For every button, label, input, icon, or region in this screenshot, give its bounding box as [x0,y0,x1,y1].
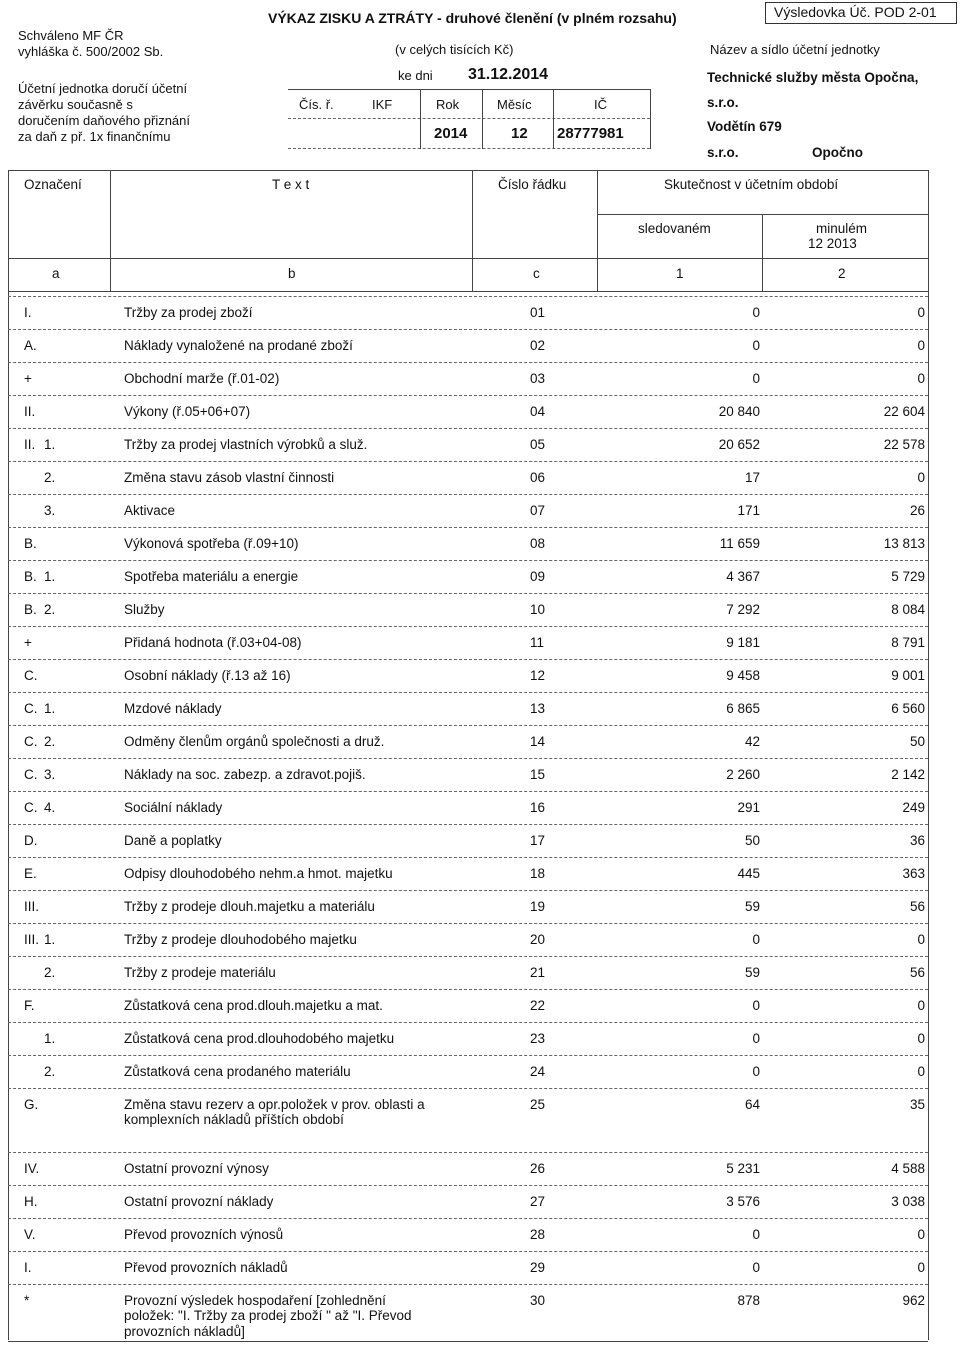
id-col-mesic: Měsíc [497,97,532,112]
row-current-value: 0 [752,305,760,320]
row-line-number: 09 [530,569,546,584]
row-current-value: 878 [737,1293,760,1308]
row-mark-2: 3. [44,767,56,782]
row-text: Ostatní provozní náklady [124,1194,274,1209]
row-mark-1: + [24,371,32,386]
row-text: Zůstatková cena prod.dlouhodobého majetku [124,1031,395,1046]
row-previous-value: 36 [909,833,925,848]
entity-address-line-2a: s.r.o. [707,145,739,160]
row-mark-2: 3. [44,503,56,518]
row-mark-1: A. [24,338,37,353]
row-text: Služby [124,602,165,617]
row-current-value: 2 260 [726,767,760,782]
header-col-2: 2 [838,266,846,281]
row-current-value: 42 [744,734,760,749]
row-text: Mzdové náklady [124,701,222,716]
row-previous-value: 2 142 [891,767,925,782]
row-current-value: 0 [752,932,760,947]
entity-name-line-2: s.r.o. [707,95,739,110]
row-previous-value: 4 588 [891,1161,925,1176]
row-mark-1: III. [24,899,40,914]
row-text: Tržby za prodej zboží [124,305,253,320]
row-mark-2: 2. [44,965,56,980]
row-current-value: 20 840 [718,404,760,419]
row-previous-value: 56 [909,899,925,914]
row-text: Převod provozních výnosů [124,1227,284,1242]
row-text: Sociální náklady [124,800,223,815]
row-mark-1: V. [24,1227,36,1242]
row-mark-1: II. [24,404,36,419]
row-current-value: 0 [752,1227,760,1242]
row-previous-value: 0 [917,338,925,353]
row-separator [8,494,928,495]
row-line-number: 02 [530,338,546,353]
row-mark-1: II. [24,437,36,452]
row-previous-value: 35 [909,1097,925,1112]
row-previous-value: 0 [917,470,925,485]
row-current-value: 7 292 [726,602,760,617]
row-mark-1: I. [24,305,32,320]
row-line-number: 16 [530,800,546,815]
row-line-number: 14 [530,734,546,749]
row-line-number: 01 [530,305,546,320]
row-mark-1: B. [24,569,37,584]
row-separator [8,659,928,660]
row-line-number: 24 [530,1064,546,1079]
row-previous-value: 962 [902,1293,925,1308]
row-previous-value: 13 813 [883,536,925,551]
row-separator [8,296,928,297]
row-mark-1: C. [24,800,38,815]
row-text: Tržby z prodeje dlouh.majetku a materiálu [124,899,375,914]
as-of-label: ke dni [398,68,433,83]
row-current-value: 9 181 [726,635,760,650]
row-previous-value: 22 604 [883,404,925,419]
row-mark-1: G. [24,1097,39,1112]
id-ic-value: 28777981 [557,125,624,142]
row-separator [8,890,928,891]
row-current-value: 50 [744,833,760,848]
row-separator [8,758,928,759]
row-previous-value: 3 038 [891,1194,925,1209]
row-text: Ostatní provozní výnosy [124,1161,269,1176]
entity-address-line-1: Vodětín 679 [707,119,782,134]
row-text: Výkony (ř.05+06+07) [124,404,251,419]
row-mark-2: 1. [44,932,56,947]
id-col-cis: Čís. ř. [299,97,334,112]
row-mark-2: 2. [44,470,56,485]
row-mark-1: C. [24,668,38,683]
header-skutecnost: Skutečnost v účetním období [664,177,839,192]
row-previous-value: 363 [902,866,925,881]
row-mark-1: H. [24,1194,38,1209]
row-text-line-3: provozních nákladů] [124,1324,245,1339]
row-current-value: 11 659 [719,536,760,551]
row-separator [8,362,928,363]
header-col-a: a [52,266,60,281]
row-mark-2: 2. [44,1064,56,1079]
note-line-1: Účetní jednotka doručí účetní [18,81,188,96]
row-text-line-2: komplexních nákladů příštích období [124,1112,344,1127]
row-line-number: 25 [530,1097,546,1112]
row-line-number: 13 [530,701,546,716]
row-line-number: 28 [530,1227,546,1242]
row-line-number: 06 [530,470,546,485]
row-separator [8,395,928,396]
row-mark-2: 1. [44,437,56,452]
row-previous-value: 0 [917,932,925,947]
row-text: Změna stavu zásob vlastní činnosti [124,470,335,485]
row-text: Daně a poplatky [124,833,222,848]
row-mark-1: I. [24,1260,32,1275]
row-current-value: 0 [752,338,760,353]
row-separator [8,923,928,924]
row-mark-1: F. [24,998,35,1013]
row-previous-value: 50 [909,734,925,749]
id-col-rok: Rok [436,97,460,112]
approval-line-1: Schváleno MF ČR [18,28,124,43]
row-mark-2: 4. [44,800,56,815]
row-separator [8,428,928,429]
row-current-value: 3 576 [726,1194,760,1209]
row-line-number: 27 [530,1194,546,1209]
row-previous-value: 0 [917,1227,925,1242]
row-line-number: 22 [530,998,546,1013]
row-separator [8,1251,928,1252]
row-line-number: 10 [530,602,546,617]
row-current-value: 0 [752,1064,760,1079]
note-line-3: doručením daňového přiznání [18,113,191,128]
row-line-number: 30 [530,1293,546,1308]
row-line-number: 04 [530,404,546,419]
header-minulem-period: 12 2013 [808,236,857,251]
row-current-value: 0 [752,998,760,1013]
row-separator [8,626,928,627]
row-current-value: 64 [744,1097,760,1112]
row-current-value: 17 [744,470,760,485]
row-mark-1: B. [24,602,37,617]
row-current-value: 59 [744,965,760,980]
row-separator [8,1185,928,1186]
row-line-number: 23 [530,1031,546,1046]
row-line-number: 19 [530,899,546,914]
row-text: Zůstatková cena prodaného materiálu [124,1064,351,1079]
row-text-line-2: položek: "I. Tržby za prodej zboží " až "I. Převod [124,1308,412,1323]
row-current-value: 0 [752,1260,760,1275]
row-line-number: 07 [530,503,546,518]
row-text: Aktivace [124,503,176,518]
row-text: Náklady vynaložené na prodané zboží [124,338,353,353]
units-note: (v celých tisících Kč) [395,42,514,57]
row-separator [8,824,928,825]
row-current-value: 0 [752,371,760,386]
id-col-ic: IČ [594,97,607,112]
row-text: Provozní výsledek hospodaření [zohlednění [124,1293,386,1308]
as-of-date: 31.12.2014 [468,66,549,83]
row-text: Výkonová spotřeba (ř.09+10) [124,536,299,551]
row-text: Tržby za prodej vlastních výrobků a služ. [124,437,368,452]
entity-address-line-2b: Opočno [812,145,863,160]
header-oznaceni: Označení [24,177,82,192]
row-text: Náklady na soc. zabezp. a zdravot.pojiš. [124,767,366,782]
row-previous-value: 8 791 [891,635,925,650]
row-mark-1: + [24,635,32,650]
header-col-c: c [533,266,540,281]
row-mark-1: III. [24,932,40,947]
row-text: Změna stavu rezerv a opr.položek v prov. oblasti a [124,1097,425,1112]
id-mesic-value: 12 [511,125,528,142]
row-line-number: 26 [530,1161,546,1176]
row-separator [8,461,928,462]
row-line-number: 21 [530,965,546,980]
row-line-number: 20 [530,932,546,947]
row-current-value: 445 [737,866,760,881]
row-mark-2: 1. [44,569,56,584]
row-previous-value: 22 578 [883,437,925,452]
id-col-ikf: IKF [372,97,393,112]
note-line-4: za daň z př. 1x finančnímu [18,129,171,144]
row-line-number: 18 [530,866,546,881]
row-mark-1: D. [24,833,38,848]
row-separator [8,527,928,528]
row-separator [8,560,928,561]
row-separator [8,857,928,858]
row-text: Tržby z prodeje materiálu [124,965,276,980]
row-previous-value: 5 729 [891,569,925,584]
row-previous-value: 6 560 [891,701,925,716]
row-mark-1: C. [24,767,38,782]
row-text: Přidaná hodnota (ř.03+04-08) [124,635,302,650]
row-separator [8,1284,928,1285]
row-separator [8,1088,928,1089]
row-previous-value: 249 [902,800,925,815]
row-current-value: 5 231 [726,1161,760,1176]
form-code-box [765,2,957,24]
row-separator [8,692,928,693]
row-mark-2: 2. [44,734,56,749]
row-text: Spotřeba materiálu a energie [124,569,299,584]
row-separator [8,1152,928,1153]
entity-name-line-1: Technické služby města Opočna, [707,70,919,85]
row-separator [8,1218,928,1219]
row-text: Převod provozních nákladů [124,1260,288,1275]
table-bottom-border [8,1341,928,1342]
row-separator [8,1022,928,1023]
entity-label: Název a sídlo účetní jednotky [710,42,880,57]
row-line-number: 12 [530,668,546,683]
row-separator [8,725,928,726]
row-mark-1: B. [24,536,37,551]
row-current-value: 171 [737,503,760,518]
row-previous-value: 26 [909,503,925,518]
row-text: Tržby z prodeje dlouhodobého majetku [124,932,357,947]
row-text: Zůstatková cena prod.dlouh.majetku a mat. [124,998,383,1013]
row-current-value: 291 [737,800,760,815]
row-mark-2: 1. [44,1031,56,1046]
row-line-number: 17 [530,833,546,848]
row-current-value: 6 865 [726,701,760,716]
row-separator [8,791,928,792]
row-separator [8,989,928,990]
row-previous-value: 0 [917,305,925,320]
row-mark-1: C. [24,734,38,749]
row-line-number: 03 [530,371,546,386]
row-current-value: 20 652 [718,437,760,452]
row-previous-value: 0 [917,1031,925,1046]
row-line-number: 05 [530,437,546,452]
row-current-value: 9 458 [726,668,760,683]
header-cislo-radku: Číslo řádku [498,177,567,192]
row-previous-value: 56 [909,965,925,980]
row-mark-1: E. [24,866,37,881]
report-title: VÝKAZ ZISKU A ZTRÁTY - druhové členění (v plném rozsahu) [268,10,677,26]
header-col-b: b [288,266,296,281]
approval-line-2: vyhláška č. 500/2002 Sb. [18,44,164,59]
row-separator [8,593,928,594]
row-separator [8,1055,928,1056]
row-previous-value: 0 [917,1064,925,1079]
note-line-2: závěrku současně s [18,97,133,112]
header-minulem: minulém [816,221,868,236]
row-current-value: 0 [752,1031,760,1046]
row-line-number: 11 [530,635,545,650]
row-previous-value: 0 [917,1260,925,1275]
row-line-number: 08 [530,536,546,551]
row-text: Odměny členům orgánů společnosti a druž. [124,734,385,749]
row-text: Osobní náklady (ř.13 až 16) [124,668,291,683]
row-previous-value: 9 001 [891,668,925,683]
row-line-number: 15 [530,767,546,782]
id-rok-value: 2014 [434,125,468,142]
header-sledovanem: sledovaném [638,221,711,236]
row-separator [8,956,928,957]
row-text: Odpisy dlouhodobého nehm.a hmot. majetku [124,866,393,881]
row-separator [8,329,928,330]
row-current-value: 4 367 [726,569,760,584]
header-col-1: 1 [676,266,684,281]
row-mark-2: 1. [44,701,56,716]
row-previous-value: 0 [917,371,925,386]
row-mark-1: * [24,1293,30,1308]
row-current-value: 59 [744,899,760,914]
row-line-number: 29 [530,1260,546,1275]
form-code: Výsledovka Úč. POD 2-01 [774,4,937,20]
row-mark-1: C. [24,701,38,716]
row-previous-value: 8 084 [891,602,925,617]
header-text: T e x t [272,177,310,192]
row-previous-value: 0 [917,998,925,1013]
row-text: Obchodní marže (ř.01-02) [124,371,280,386]
row-mark-1: IV. [24,1161,40,1176]
row-mark-2: 2. [44,602,56,617]
